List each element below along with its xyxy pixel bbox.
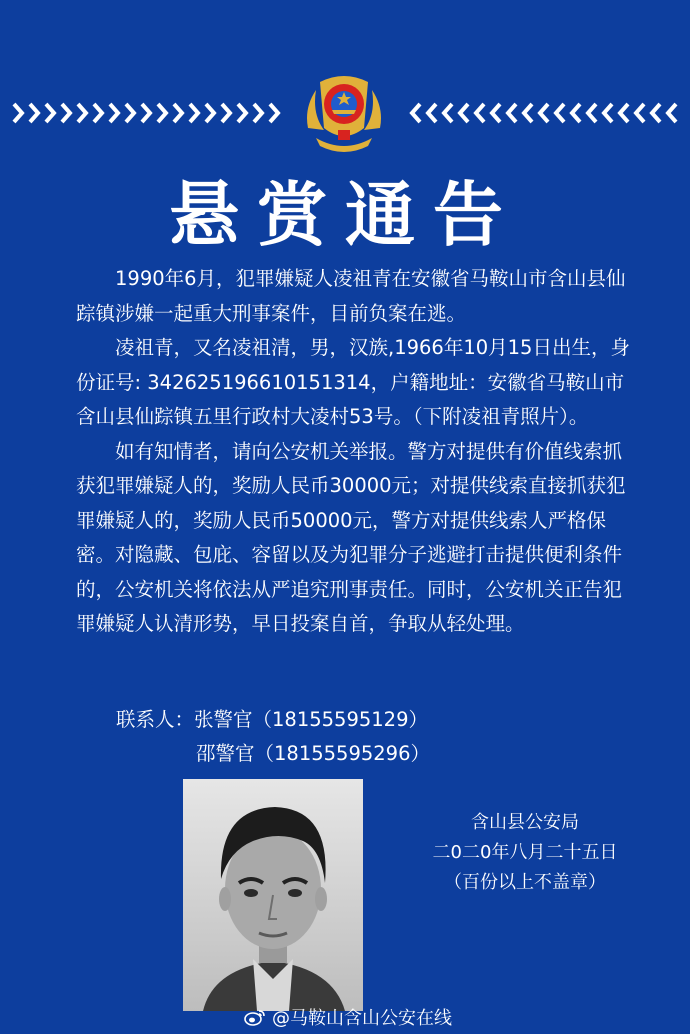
chevron-icon <box>252 100 266 126</box>
chevron-icon <box>472 100 486 126</box>
chevron-icon <box>268 100 282 126</box>
chevron-icon <box>664 100 678 126</box>
suspect-photo <box>183 779 363 1011</box>
signature-block <box>420 808 630 898</box>
chevron-icon <box>600 100 614 126</box>
chevron-icon <box>408 100 422 126</box>
contact-row-2 <box>116 737 430 771</box>
chevron-icon <box>536 100 550 126</box>
chevron-icon <box>220 100 234 126</box>
weibo-icon <box>244 1008 266 1026</box>
signature-note: （百份以上不盖章） <box>444 872 606 893</box>
contact-person-2: 邵警官（18155595296） <box>196 742 430 765</box>
chevron-icon <box>584 100 598 126</box>
chevron-icon <box>156 100 170 126</box>
weibo-watermark <box>244 1004 452 1030</box>
chevron-icon <box>108 100 122 126</box>
notice-body <box>76 262 636 642</box>
chevron-icon <box>188 100 202 126</box>
chevron-icon <box>616 100 630 126</box>
chevron-icon <box>456 100 470 126</box>
chevron-band-left <box>12 100 282 126</box>
chevron-icon <box>424 100 438 126</box>
contact-row-1 <box>116 703 430 737</box>
page-title: 悬赏通告 <box>169 174 521 256</box>
watermark-text: @马鞍山含山公安在线 <box>272 1008 452 1029</box>
chevron-band-right <box>408 100 678 126</box>
chevron-icon <box>648 100 662 126</box>
chevron-icon <box>520 100 534 126</box>
chevron-icon <box>12 100 26 126</box>
chevron-icon <box>60 100 74 126</box>
chevron-icon <box>568 100 582 126</box>
signature-org: 含山县公安局 <box>471 812 579 833</box>
chevron-icon <box>172 100 186 126</box>
contact-block <box>116 703 430 771</box>
chevron-icon <box>124 100 138 126</box>
paragraph-reward: 如有知情者，请向公安机关举报。警方对提供有价值线索抓获犯罪嫌疑人的，奖励人民币30000元；对提供线索直接抓获犯罪嫌疑人的，奖励人民币50000元，警方对提供线索人严格保密。对隐藏、包庇、容留以及为犯罪分子逃避打击提供便利条件的，公安机关将依法从严追究刑事责任。同时，公安机关正告犯罪嫌疑人认清形势，早日投案自首，争取从轻处理。 <box>76 439 626 635</box>
chevron-icon <box>488 100 502 126</box>
chevron-icon <box>140 100 154 126</box>
police-emblem-icon <box>298 68 390 156</box>
chevron-icon <box>236 100 250 126</box>
chevron-icon <box>76 100 90 126</box>
chevron-icon <box>552 100 566 126</box>
chevron-icon <box>632 100 646 126</box>
chevron-icon <box>92 100 106 126</box>
chevron-icon <box>440 100 454 126</box>
signature-date: 二0二0年八月二十五日 <box>432 842 618 863</box>
chevron-icon <box>204 100 218 126</box>
chevron-icon <box>504 100 518 126</box>
paragraph-case: 1990年6月，犯罪嫌疑人凌祖青在安徽省马鞍山市含山县仙踪镇涉嫌一起重大刑事案件，目前负案在逃。 <box>76 267 626 325</box>
contact-label: 联系人： <box>116 708 195 731</box>
contact-person-1: 张警官（18155595129） <box>194 708 428 731</box>
paragraph-identity: 凌祖青，又名凌祖清，男，汉族,1966年10月15日出生，身份证号: 342625196610151314，户籍地址：安徽省马鞍山市含山县仙踪镇五里行政村大凌村53号。（下附凌祖青照片）。 <box>76 336 630 428</box>
chevron-icon <box>28 100 42 126</box>
chevron-icon <box>44 100 58 126</box>
